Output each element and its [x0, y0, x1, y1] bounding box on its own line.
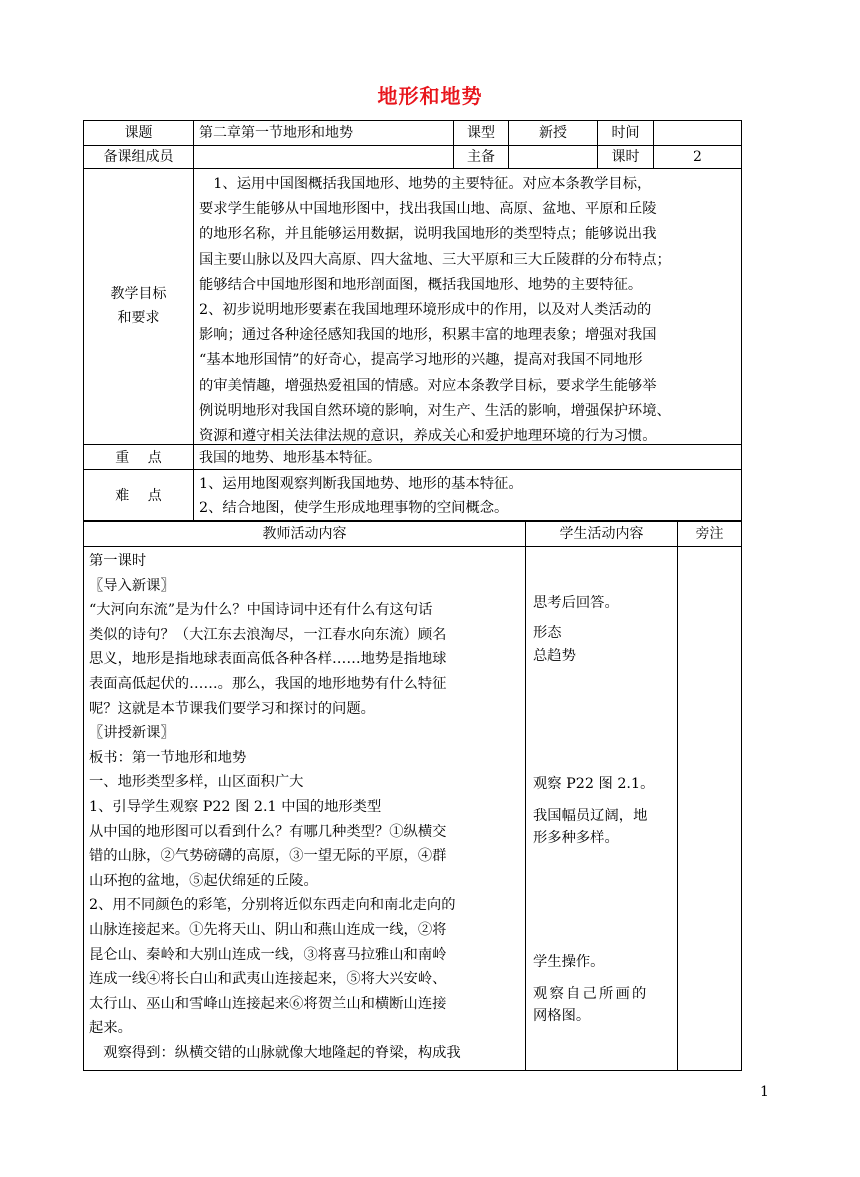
teacher-line: 呢？这就是本节课我们要学习和探讨的问题。 — [89, 700, 375, 717]
objectives-line: 的审美情趣，增强热爱祖国的情感。对应本条教学目标，要求学生能够举 — [199, 377, 657, 394]
teacher-line: 观察得到：纵横交错的山脉就像大地隆起的脊梁，构成我 — [89, 1044, 461, 1061]
hours-label: 课时 — [611, 149, 640, 165]
hours-value: 2 — [693, 149, 702, 165]
lead-value — [509, 146, 597, 168]
table-rule — [677, 521, 678, 1071]
teacher-line: “大河向东流”是为什么？中国诗词中还有什么有这句话 — [89, 602, 433, 619]
teacher-line: 1、引导学生观察 P22 图 2.1 中国的地形类型 — [89, 798, 382, 815]
objectives-line: 2、初步说明地形要素在我国地理环境形成中的作用，以及对人类活动的 — [199, 302, 652, 319]
members-label: 备课组成员 — [103, 149, 174, 165]
student-trend: 总趋势 — [533, 648, 576, 664]
section-marker: 〖导入新课〗 — [89, 577, 175, 594]
time-label: 时间 — [611, 125, 640, 141]
table-rule — [525, 521, 526, 1071]
objectives-label-line2: 和要求 — [117, 310, 160, 326]
teacher-line: 太行山、巫山和雪峰山连接起来⑥将贺兰山和横断山连接 — [89, 995, 447, 1012]
student-think: 思考后回答。 — [533, 595, 619, 611]
teacher-line: 山脉连接起来。①先将天山、阴山和燕山连成一线，②将 — [89, 921, 447, 938]
teacher-activity-header: 教师活动内容 — [262, 526, 347, 542]
difficulties-label: 难 点 — [115, 487, 162, 504]
teacher-line: 表面高低起伏的……。那么，我国的地形地势有什么特征 — [89, 675, 447, 692]
notes-header: 旁注 — [695, 526, 724, 542]
student-observe: 观察 P22 图 2.1。 — [533, 776, 655, 792]
student-grid-line2: 网格图。 — [533, 1008, 591, 1024]
page-number: 1 — [760, 1084, 769, 1100]
objectives-line: 资源和遵守相关法律法规的意识，养成关心和爱护地理环境的行为习惯。 — [199, 428, 657, 445]
section-marker: 〖讲授新课〗 — [89, 725, 175, 742]
table-rule — [193, 120, 194, 521]
difficulties-line: 2、结合地图，使学生形成地理事物的空间概念。 — [199, 500, 509, 516]
objectives-line: 要求学生能够从中国地形图中，找出我国山地、高原、盆地、平原和丘陵 — [199, 201, 657, 218]
objectives-text — [199, 172, 671, 449]
lesson-type-label: 课型 — [467, 125, 495, 141]
lead-label: 主备 — [467, 149, 495, 165]
student-vast-line2: 形多种多样。 — [533, 830, 619, 846]
members-value — [199, 146, 449, 168]
difficulties-line: 1、运用地图观察判断我国地势、地形的基本特征。 — [199, 476, 523, 492]
table-rule — [83, 546, 742, 547]
lesson-type-value: 新授 — [539, 125, 567, 141]
teacher-line: 错的山脉，②气势磅礴的高原，③一望无际的平原，④群 — [89, 848, 447, 865]
time-value — [654, 122, 741, 144]
teacher-line: 起来。 — [89, 1020, 132, 1037]
key-points-value: 我国的地势、地形基本特征。 — [199, 449, 381, 466]
table-rule — [83, 168, 742, 169]
student-grid-line1: 观察自己所画的 — [533, 986, 649, 1002]
teacher-activity-text — [89, 549, 461, 1065]
objectives-line: 1、运用中国图概括我国地形、地势的主要特征。对应本条教学目标， — [199, 176, 652, 192]
objectives-label — [84, 282, 193, 330]
key-points-label: 重 点 — [115, 449, 162, 466]
objectives-label-line1: 教学目标 — [110, 286, 167, 302]
objectives-line: 例说明地形对我国自然环境的影响，对生产、生活的影响，增强保护环境、 — [199, 402, 671, 419]
student-operate: 学生操作。 — [533, 954, 605, 970]
teacher-line: 从中国的地形图可以看到什么？有哪几种类型？①纵横交 — [89, 823, 447, 840]
objectives-line: 能够结合中国地形图和地形剖面图，概括我国地形、地势的主要特征。 — [199, 276, 643, 293]
teacher-line: 一、地形类型多样，山区面积广大 — [89, 774, 304, 791]
objectives-line: 的地形名称，并且能够运用数据，说明我国地形的类型特点；能够说出我 — [199, 226, 657, 243]
teacher-line: 山环抱的盆地，⑤起伏绵延的丘陵。 — [89, 872, 318, 889]
student-activity-header: 学生活动内容 — [559, 526, 644, 542]
topic-value: 第二章第一节地形和地势 — [199, 125, 353, 141]
teacher-line: 板书：第一节地形和地势 — [89, 749, 247, 766]
student-form: 形态 — [533, 625, 562, 641]
teacher-line: 2、用不同颜色的彩笔，分别将近似东西走向和南北走向的 — [89, 897, 456, 914]
objectives-line: 影响；通过各种途径感知我国的地形，积累丰富的地理表象；增强对我国 — [199, 327, 657, 344]
document-title: 地形和地势 — [377, 84, 483, 108]
teacher-line: 类似的诗句？（大江东去浪淘尽，一江春水向东流）顾名 — [89, 626, 447, 643]
objectives-line: 国主要山脉以及四大高原、四大盆地、三大平原和三大丘陵群的分布特点； — [199, 251, 671, 268]
student-vast-line1: 我国幅员辽阔，地 — [533, 808, 648, 824]
teacher-line: 连成一线④将长白山和武夷山连接起来，⑤将大兴安岭、 — [89, 971, 447, 988]
lesson-heading: 第一课时 — [89, 553, 147, 569]
teacher-line: 昆仑山、秦岭和大别山连成一线，③将喜马拉雅山和南岭 — [89, 946, 447, 963]
topic-label: 课题 — [124, 125, 153, 141]
teacher-line: 思义，地形是指地球表面高低各种各样……地势是指地球 — [89, 651, 447, 668]
objectives-line: “基本地形国情”的好奇心，提高学习地形的兴趣，提高对我国不同地形 — [199, 352, 643, 369]
difficulties-text — [199, 472, 523, 520]
